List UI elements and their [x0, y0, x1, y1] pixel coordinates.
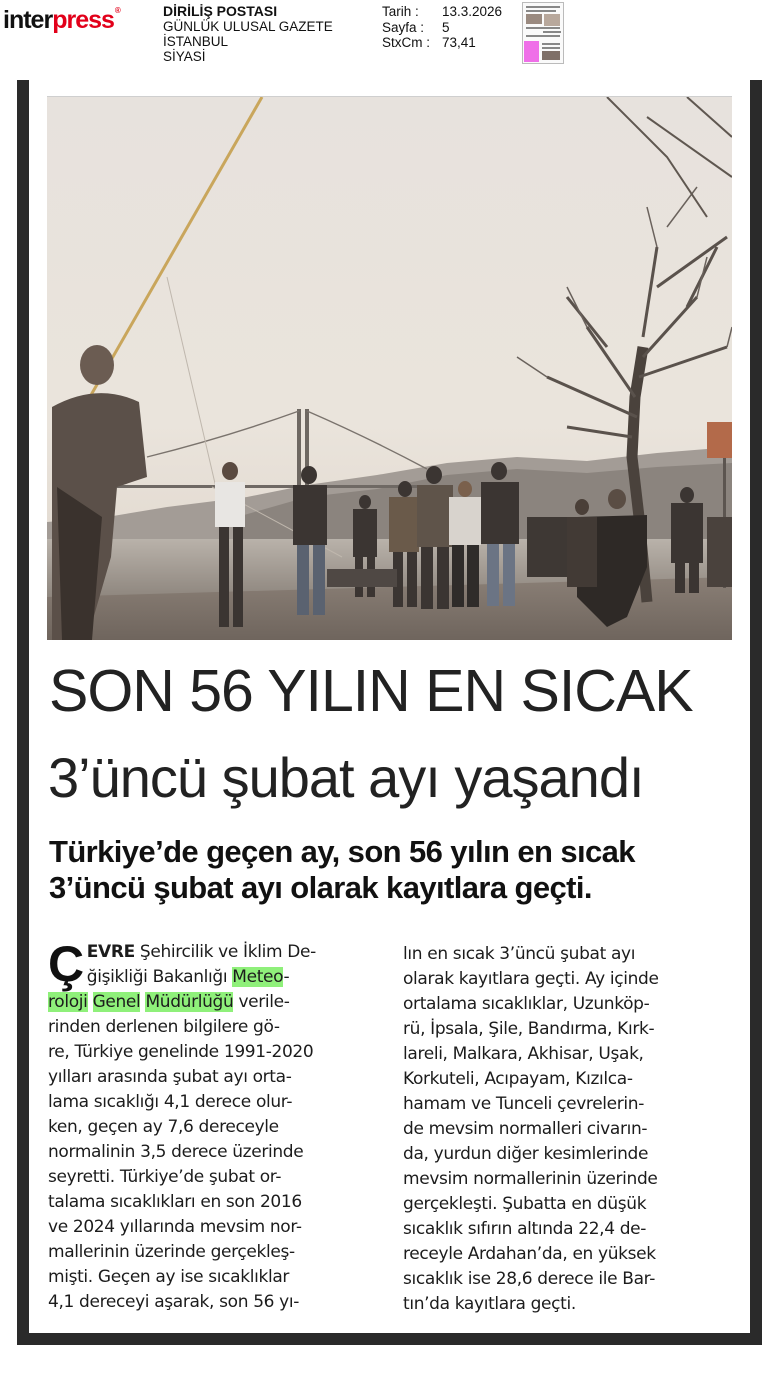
article-subheadline: 3’üncü şubat ayı yaşandı — [48, 746, 644, 809]
logo-accent-text: press — [52, 6, 114, 34]
body-line: seyretti. Türkiye’de şubat or- — [48, 1167, 282, 1187]
bosphorus-promenade-image — [47, 97, 732, 640]
publication-city: İSTANBUL — [163, 34, 229, 49]
article-body-right-column — [403, 942, 738, 1317]
body-line: ortalama sıcaklıklar, Uzunköp- — [403, 994, 650, 1014]
meta-stxcm — [382, 35, 502, 51]
thumbnail-clip-marker — [524, 41, 539, 62]
body-line: gerçekleşti. Şubatta en düşük — [403, 1194, 647, 1214]
publication-info — [163, 4, 333, 64]
meta-page-value: 5 — [442, 19, 450, 35]
body-line: sıcaklık ise 28,6 derece ile Bar- — [403, 1269, 655, 1289]
body-line — [48, 940, 383, 965]
body-line: lareli, Malkara, Akhisar, Uşak, — [403, 1044, 644, 1064]
highlighted-term: roloji — [48, 992, 88, 1012]
interpress-logo — [3, 6, 120, 35]
body-line: talama sıcaklıkları en son 2016 — [48, 1192, 302, 1212]
body-text: - — [283, 967, 290, 987]
body-line: normalinin 3,5 derece üzerinde — [48, 1142, 304, 1162]
article-body-left-column — [48, 936, 383, 1315]
body-line: hamam ve Tunceli çevrelerin- — [403, 1094, 645, 1114]
body-line: olarak kayıtlara geçti. Ay içinde — [403, 969, 659, 989]
publication-section: SİYASİ — [163, 49, 206, 64]
registered-mark: ® — [114, 6, 120, 15]
body-line: ve 2024 yıllarında mevsim nor- — [48, 1217, 302, 1237]
clipping-header — [0, 0, 771, 80]
meta-date-value: 13.3.2026 — [442, 4, 503, 19]
body-line: 4,1 dereceyi aşarak, son 56 yı- — [48, 1292, 300, 1312]
body-line: yılları arasında şubat ayı orta- — [48, 1067, 292, 1087]
body-line: receyle Ardahan’da, en yüksek — [403, 1244, 656, 1264]
highlighted-term: Müdürlüğü — [145, 992, 234, 1012]
article-photo — [47, 96, 732, 640]
page-thumbnail[interactable] — [522, 2, 564, 64]
article-spot — [49, 834, 749, 906]
drop-cap: Ç — [48, 936, 84, 992]
body-line: lın en sıcak 3’üncü şubat ayı — [403, 944, 636, 964]
meta-stxcm-value: 73,41 — [442, 35, 476, 50]
body-line: mevsim normallerinin üzerinde — [403, 1169, 658, 1189]
body-text: verile- — [233, 992, 290, 1012]
body-line: rinden derlenen bilgilere gö- — [48, 1017, 280, 1037]
logo-main-text: inter — [3, 6, 53, 34]
body-line: mallerinin üzerinde gerçekleş- — [48, 1242, 295, 1262]
body-line: ken, geçen ay 7,6 dereceyle — [48, 1117, 279, 1137]
body-line: mişti. Geçen ay ise sıcaklıklar — [48, 1267, 290, 1287]
publication-name: DİRİLİŞ POSTASI — [163, 3, 278, 19]
body-line: rü, İpsala, Şile, Bandırma, Kırk- — [403, 1019, 655, 1039]
body-text: Şehircilik ve İklim De- — [134, 942, 316, 962]
body-line: lama sıcaklığı 4,1 derece olur- — [48, 1092, 293, 1112]
body-line — [48, 990, 383, 1015]
body-line — [48, 965, 383, 990]
meta-date — [382, 4, 502, 20]
highlighted-term: Meteo — [232, 967, 284, 987]
meta-date-label: Tarih : — [382, 4, 419, 19]
clipping-meta — [382, 4, 502, 51]
spot-line: 3’üncü şubat ayı olarak kayıtlara geçti. — [49, 870, 592, 905]
article-headline: SON 56 YILIN EN SICAK — [49, 658, 693, 724]
meta-page — [382, 20, 502, 36]
body-line: re, Türkiye genelinde 1991-2020 — [48, 1042, 314, 1062]
meta-stxcm-label: StxCm : — [382, 35, 431, 50]
highlighted-term: Genel — [92, 992, 141, 1012]
body-line: sıcaklık sıfırın altında 22,4 de- — [403, 1219, 647, 1239]
body-line: da, yurdun diğer kesimlerinde — [403, 1144, 649, 1164]
body-line: de mevsim normalleri civarın- — [403, 1119, 648, 1139]
meta-page-label: Sayfa : — [382, 19, 425, 35]
lead-word: EVRE — [86, 942, 135, 962]
publication-type: GÜNLÜK ULUSAL GAZETE — [163, 19, 333, 34]
body-line: tın’da kayıtlara geçti. — [403, 1294, 576, 1314]
spot-line: Türkiye’de geçen ay, son 56 yılın en sıcak — [49, 834, 635, 869]
body-line: Korkuteli, Acıpayam, Kızılca- — [403, 1069, 633, 1089]
body-text: ğişikliği Bakanlığı — [86, 967, 233, 987]
